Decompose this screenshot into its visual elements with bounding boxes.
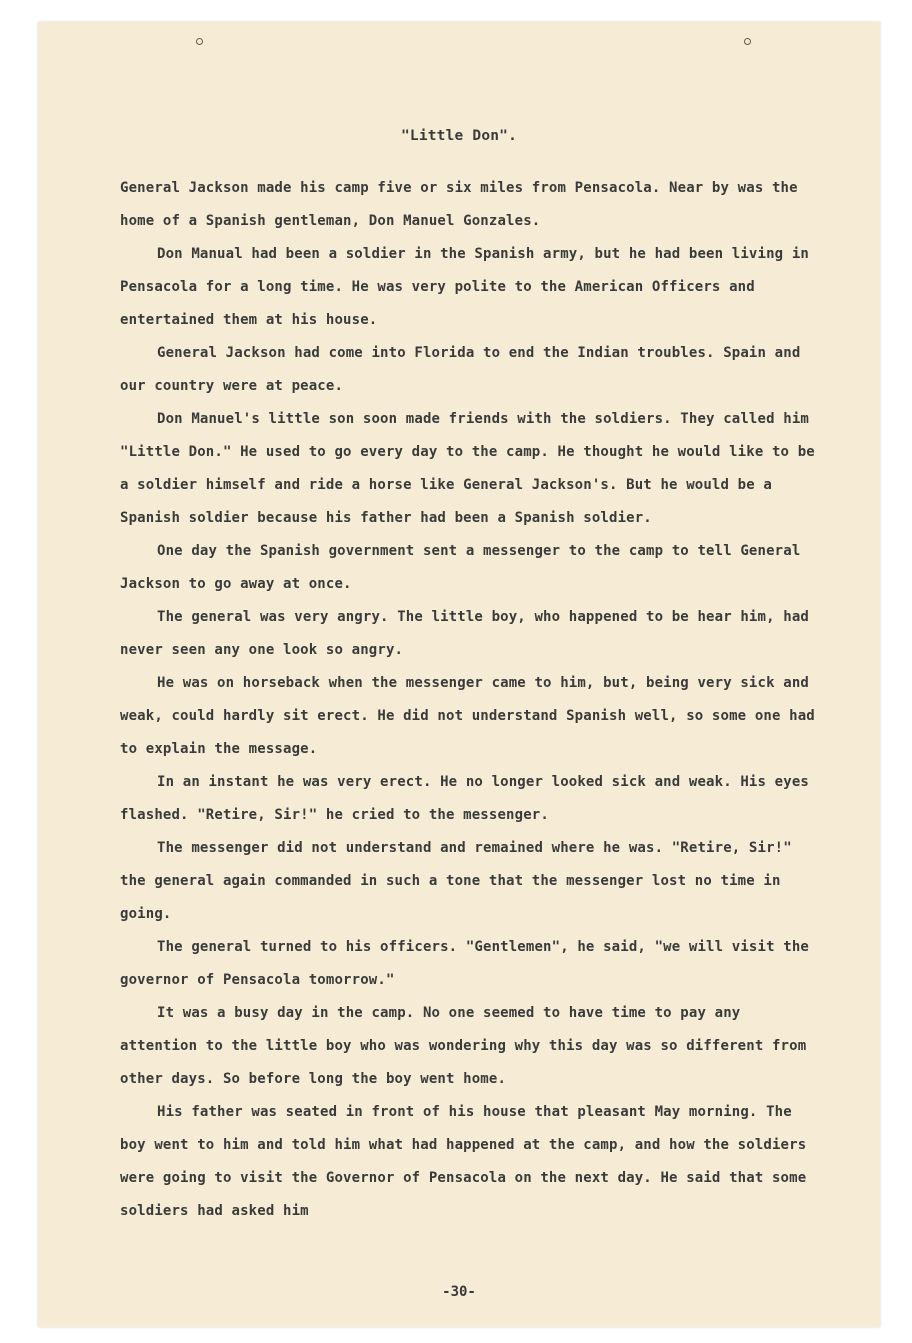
paragraph: Don Manuel's little son soon made friends with the soldiers. They called him "Little Don." He used to go every day to the camp. He thought he would like to be a soldier himself and ride a horse like General Jackson's. But he would be a Spanish soldier because his father had been a Spanish soldier. xyxy=(120,411,815,526)
paragraph: He was on horseback when the messenger came to him, but, being very sick and weak, could hardly sit erect. He did not understand Spanish well, so some one had to explain the message. xyxy=(120,675,815,757)
paragraph: The general turned to his officers. "Gentlemen", he said, "we will visit the governor of Pensacola tomorrow." xyxy=(120,939,809,988)
paragraph: General Jackson had come into Florida to end the Indian troubles. Spain and our country were at peace. xyxy=(120,345,801,394)
page-number: -30- xyxy=(442,1284,476,1300)
paragraph: The messenger did not understand and remained where he was. "Retire, Sir!" the general again commanded in such a tone that the messenger lost no time in going. xyxy=(120,840,792,922)
paragraph: General Jackson made his camp five or six miles from Pensacola. Near by was the home of a Spanish gentleman, Don Manuel Gonzales. xyxy=(120,180,798,229)
page-title: "Little Don". xyxy=(400,128,518,144)
typed-page xyxy=(38,22,880,1327)
paragraph: The general was very angry. The little boy, who happened to be hear him, had never seen any one look so angry. xyxy=(120,609,809,658)
page-body xyxy=(120,172,820,1228)
paragraph: In an instant he was very erect. He no longer looked sick and weak. His eyes flashed. "Retire, Sir!" he cried to the messenger. xyxy=(120,774,809,823)
paragraph: One day the Spanish government sent a messenger to the camp to tell General Jackson to go away at once. xyxy=(120,543,801,592)
paragraph: His father was seated in front of his house that pleasant May morning. The boy went to him and told him what had happened at the camp, and how the soldiers were going to visit the Governor of Pensacola on the next day. He said that some soldiers had asked him xyxy=(120,1104,807,1219)
paragraph: Don Manual had been a soldier in the Spanish army, but he had been living in Pensacola for a long time. He was very polite to the American Officers and entertained them at his house. xyxy=(120,246,809,328)
punch-hole xyxy=(196,38,203,45)
punch-hole xyxy=(744,38,751,45)
paragraph: It was a busy day in the camp. No one seemed to have time to pay any attention to the little boy who was wondering why this day was so different from other days. So before long the boy went home. xyxy=(120,1005,807,1087)
